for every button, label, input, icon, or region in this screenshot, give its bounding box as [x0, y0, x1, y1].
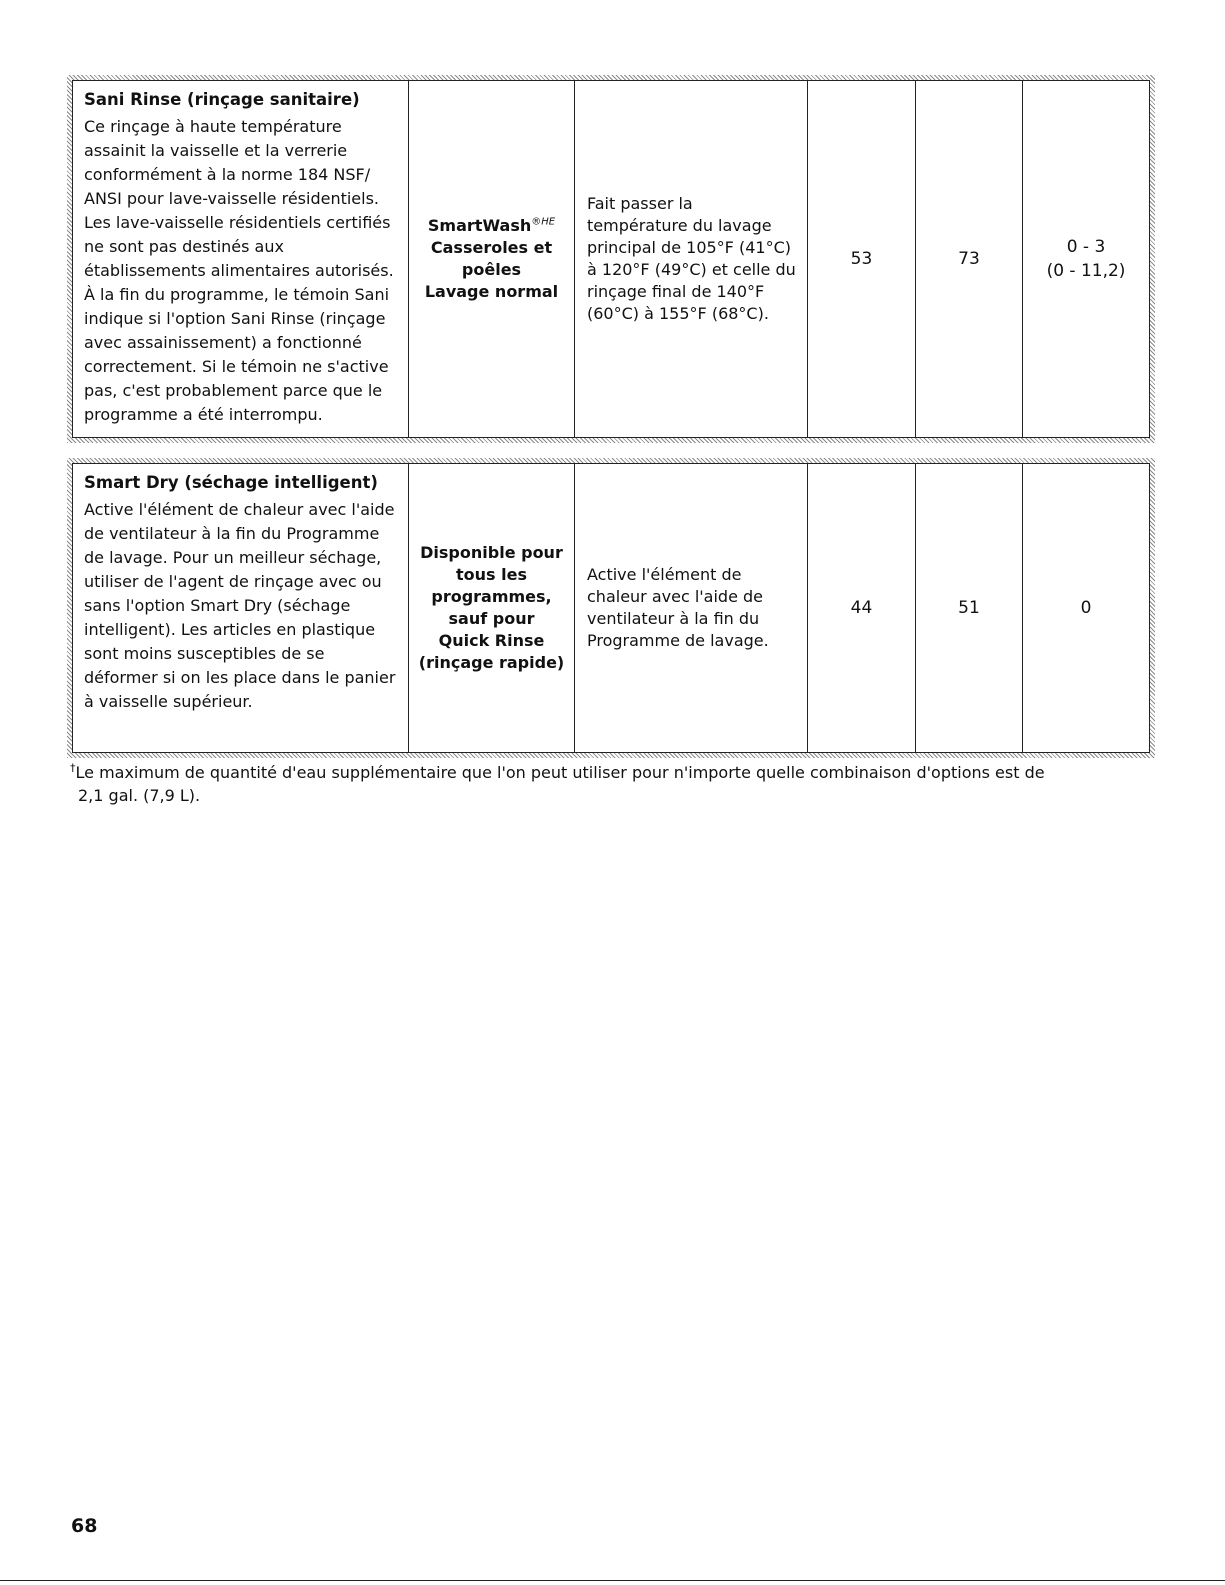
value-cell-a	[808, 81, 916, 437]
program-line: Casseroles et	[430, 238, 553, 257]
value-a: 53	[850, 249, 873, 269]
programs-cell	[409, 81, 575, 437]
page-number: 68	[71, 1515, 98, 1537]
function-cell	[575, 464, 808, 752]
value-cell-a	[808, 464, 916, 752]
footnote	[70, 761, 1140, 807]
option-description: Ce rinçage à haute température assainit la vaisselle et la verrerie conformément à la norme 184 NSF/ ANSI pour lave-vaisselle résidentiels. Les lave-vaisselle résidentiels certifiés ne sont pas destinés aux établissements alimentaires autorisés. À la fin du programme, le témoin Sani indique si l'option Sani Rinse (rinçage avec assainissement) a fonctionné correctement. Si le témoin ne s'active pas, c'est probablement parce que le programme a été interrompu.	[84, 117, 394, 424]
table-row	[72, 80, 1150, 438]
option-title: Smart Dry (séchage intelligent)	[84, 473, 378, 492]
program-line: Quick Rinse	[438, 631, 545, 650]
page-bottom-rule	[0, 1580, 1225, 1581]
option-description-cell	[73, 81, 409, 437]
footnote-line: †Le maximum de quantité d'eau supplémentaire que l'on peut utiliser pour n'importe quelle combinaison d'options est de	[70, 761, 1045, 782]
function-text: Fait passer la température du lavage principal de 105°F (41°C) à 120°F (49°C) et celle du rinçage final de 140°F (60°C) à 155°F (68°C).	[587, 194, 796, 323]
dagger-mark: †	[70, 761, 76, 775]
value-c-metric: (0 - 11,2)	[1046, 261, 1126, 281]
registered-mark: ®HE	[531, 216, 556, 228]
option-description: Active l'élément de chaleur avec l'aide de ventilateur à la fin du Programme de lavage. Pour un meilleur séchage, utiliser de l'agent de rinçage avec ou sans l'option Smart Dry (séchage intelligent). Les articles en plastique sont moins susceptibles de se déformer si on les place dans le panier à vaisselle supérieur.	[84, 500, 396, 711]
footnote-line: 2,1 gal. (7,9 L).	[78, 786, 201, 805]
option-description-cell	[73, 464, 409, 752]
value-b: 51	[958, 598, 980, 618]
option-title: Sani Rinse (rinçage sanitaire)	[84, 90, 360, 109]
value-cell-b	[916, 81, 1023, 437]
value-b: 73	[958, 249, 980, 269]
program-line: poêles	[461, 260, 522, 279]
value-c: 0 - 3	[1066, 237, 1106, 257]
function-cell	[575, 81, 808, 437]
function-text: Active l'élément de chaleur avec l'aide de ventilateur à la fin du Programme de lavage.	[587, 565, 769, 650]
options-table-sani-rinse	[67, 75, 1155, 443]
program-line: Disponible pour	[420, 543, 563, 562]
value-cell-c	[1023, 81, 1149, 437]
program-line: (rinçage rapide)	[418, 653, 565, 672]
value-cell-b	[916, 464, 1023, 752]
program-line: Lavage normal	[424, 282, 559, 301]
program-line: tous les	[456, 565, 527, 584]
value-c: 0	[1080, 598, 1092, 618]
programs-cell	[409, 464, 575, 752]
options-table-smart-dry	[67, 458, 1155, 758]
program-line: SmartWash$^{®HE}$	[427, 216, 556, 235]
table-row	[72, 463, 1150, 753]
program-line: sauf pour	[448, 609, 535, 628]
value-cell-c	[1023, 464, 1149, 752]
program-line: programmes,	[431, 587, 552, 606]
value-a: 44	[850, 598, 873, 618]
